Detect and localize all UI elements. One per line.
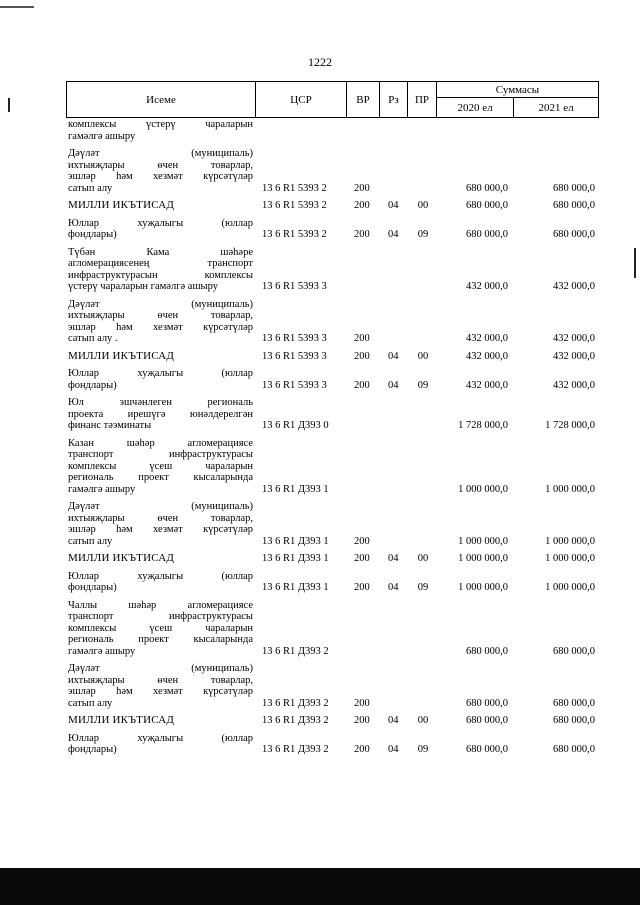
header-pr: ПР <box>414 93 430 106</box>
row-sum-2020: 680 000,0 <box>466 200 508 211</box>
table-row <box>66 247 599 299</box>
page-number: 1222 <box>308 55 332 69</box>
row-pr: 00 <box>417 715 429 726</box>
row-sum-2021: 432 000,0 <box>553 350 595 362</box>
row-sum-2020: 680 000,0 <box>466 182 508 194</box>
row-rz: 04 <box>388 582 399 593</box>
row-vr: 200 <box>354 535 370 547</box>
row-code: 13 6 R1 5393 2 <box>262 229 327 240</box>
row-name-line: сатып алу <box>68 697 113 709</box>
row-sum-2021: 680 000,0 <box>553 715 595 726</box>
table-row <box>66 200 599 218</box>
row-name-line: проекта ирешүгә юнәлдерелгән <box>68 408 253 420</box>
row-code: 13 6 R1 5393 3 <box>262 333 327 344</box>
table-header <box>66 81 599 118</box>
row-name <box>68 501 253 547</box>
row-name-line: сатып алу <box>68 535 113 547</box>
row-sum-2021: 1 000 000,0 <box>545 483 595 495</box>
row-name <box>68 438 253 496</box>
row-name-line: МИЛЛИ ИКЪТИСАД <box>68 199 175 211</box>
row-sum-2021: 432 000,0 <box>553 379 595 391</box>
row-sum-2020: 1 000 000,0 <box>458 483 508 495</box>
row-name-line: гамәлгә ашыру <box>68 130 136 142</box>
scan-edge-mark <box>634 248 636 278</box>
row-pr: 09 <box>417 229 429 240</box>
row-name-line: МИЛЛИ ИКЪТИСАД <box>68 349 175 362</box>
row-name <box>68 663 253 709</box>
row-name-line: ихтыяҗлары өчен товарлар, <box>68 512 253 524</box>
scan-edge-mark <box>8 98 10 112</box>
table-row <box>66 351 599 369</box>
row-name-line: гамәлгә ашыру <box>68 645 136 657</box>
row-name <box>68 218 253 241</box>
row-name <box>68 119 253 142</box>
row-code: 13 6 R1 Д393 1 <box>262 535 329 547</box>
row-name-line: Дәүләт (муниципаль) <box>68 148 253 159</box>
row-rz: 04 <box>388 229 399 240</box>
row-name <box>68 351 253 363</box>
row-sum-2020: 680 000,0 <box>466 645 508 657</box>
row-sum-2020: 680 000,0 <box>466 715 508 726</box>
row-pr: 09 <box>417 379 429 391</box>
row-name-line: транспорт инфраструктурасы <box>68 611 253 622</box>
row-sum-2021: 1 000 000,0 <box>545 553 595 564</box>
row-name-line: ихтыяҗлары өчен товарлар, <box>68 674 253 686</box>
row-name-line: фондлары) <box>68 582 117 593</box>
row-name-line: ихтыяҗлары өчен товарлар, <box>68 159 253 171</box>
row-sum-2020: 1 000 000,0 <box>458 553 508 564</box>
row-code: 13 6 R1 5393 3 <box>262 350 327 362</box>
row-name-line: Юллар хуҗалыгы (юллар <box>68 368 253 379</box>
table-row <box>66 715 599 733</box>
header-sums: Суммасы <box>495 83 540 96</box>
table-row <box>66 501 599 553</box>
row-rz: 04 <box>388 553 399 564</box>
row-name-line: региональ проект кысаларында <box>68 472 253 483</box>
row-vr: 200 <box>354 697 370 709</box>
table-body <box>66 119 599 762</box>
row-rz: 04 <box>388 379 399 391</box>
row-sum-2020: 432 000,0 <box>466 333 508 344</box>
row-sum-2020: 432 000,0 <box>466 379 508 391</box>
row-sum-2020: 432 000,0 <box>466 281 508 292</box>
scan-bottom-border <box>0 868 640 905</box>
row-name <box>68 600 253 658</box>
row-sum-2020: 432 000,0 <box>466 350 508 362</box>
row-name-line: Казан шәһәр агломерациясе <box>68 437 253 449</box>
row-pr: 00 <box>417 200 429 211</box>
row-sum-2021: 680 000,0 <box>553 645 595 657</box>
row-name-line: Юллар хуҗалыгы (юллар <box>68 570 253 582</box>
row-sum-2021: 680 000,0 <box>553 697 595 709</box>
row-pr: 00 <box>417 350 429 362</box>
row-name-line: агломерациясенең транспорт <box>68 258 253 269</box>
row-sum-2020: 1 728 000,0 <box>458 420 508 431</box>
table-row <box>66 571 599 600</box>
header-year-2021: 2021 ел <box>538 101 574 114</box>
row-rz: 04 <box>388 200 399 211</box>
table-row <box>66 600 599 664</box>
table-row <box>66 119 599 148</box>
row-name-line: Дәүләт (муниципаль) <box>68 663 253 674</box>
row-name-line: МИЛЛИ ИКЪТИСАД <box>68 552 175 564</box>
row-name-line: эшләр һәм хезмәт күрсәтүләр <box>68 321 253 333</box>
row-vr: 200 <box>354 715 370 726</box>
row-name <box>68 733 253 756</box>
table-row <box>66 218 599 247</box>
table-row <box>66 299 599 351</box>
row-vr: 200 <box>354 350 370 362</box>
row-sum-2021: 432 000,0 <box>553 333 595 344</box>
header-vr: ВР <box>356 93 370 106</box>
row-name-line: фондлары) <box>68 229 117 240</box>
row-rz: 04 <box>388 350 399 362</box>
row-pr: 09 <box>417 744 429 755</box>
row-code: 13 6 R1 Д393 2 <box>262 645 329 657</box>
row-code: 13 6 R1 5393 2 <box>262 182 327 194</box>
row-name-line: транспорт инфраструктурасы <box>68 449 253 460</box>
row-sum-2021: 680 000,0 <box>553 182 595 194</box>
row-vr: 200 <box>354 182 370 194</box>
row-code: 13 6 R1 Д393 0 <box>262 420 329 431</box>
table-row <box>66 368 599 397</box>
row-sum-2021: 680 000,0 <box>553 744 595 755</box>
table-row <box>66 553 599 571</box>
row-sum-2020: 1 000 000,0 <box>458 582 508 593</box>
header-code: ЦСР <box>290 93 312 106</box>
row-name-line: комплексы үсеш чараларын <box>68 622 253 634</box>
table-row <box>66 148 599 200</box>
row-name-line: сатып алу <box>68 182 113 194</box>
row-vr: 200 <box>354 379 370 391</box>
row-sum-2021: 1 000 000,0 <box>545 535 595 547</box>
row-name-line: ихтыяҗлары өчен товарлар, <box>68 310 253 321</box>
row-sum-2021: 432 000,0 <box>553 281 595 292</box>
row-name-line: эшләр һәм хезмәт күрсәтүләр <box>68 524 253 535</box>
row-code: 13 6 R1 5393 3 <box>262 379 327 391</box>
row-name <box>68 571 253 594</box>
row-name-line: фондлары) <box>68 744 117 755</box>
row-name <box>68 247 253 293</box>
row-sum-2021: 1 728 000,0 <box>545 420 595 431</box>
row-sum-2021: 680 000,0 <box>553 200 595 211</box>
row-name-line: МИЛЛИ ИКЪТИСАД <box>68 714 175 726</box>
row-name-line: гамәлгә ашыру <box>68 483 136 495</box>
row-name-line: Дәүләт (муниципаль) <box>68 501 253 512</box>
row-name-line: комплексы үсеш чараларын <box>68 460 253 472</box>
row-name <box>68 397 253 432</box>
row-code: 13 6 R1 Д393 2 <box>262 744 329 755</box>
row-vr: 200 <box>354 333 370 344</box>
row-sum-2020: 680 000,0 <box>466 744 508 755</box>
row-pr: 09 <box>417 582 429 593</box>
row-code: 13 6 R1 Д393 1 <box>262 483 329 495</box>
row-code: 13 6 R1 5393 2 <box>262 200 327 211</box>
row-sum-2021: 680 000,0 <box>553 229 595 240</box>
row-name-line: фондлары) <box>68 379 117 391</box>
row-sum-2020: 680 000,0 <box>466 697 508 709</box>
row-name-line: Юллар хуҗалыгы (юллар <box>68 732 253 744</box>
row-name-line: Чаллы шәһәр агломерациясе <box>68 599 253 611</box>
row-name <box>68 299 253 345</box>
header-year-2020: 2020 ел <box>457 101 493 114</box>
row-rz: 04 <box>388 744 399 755</box>
row-vr: 200 <box>354 582 370 593</box>
scan-edge-mark <box>0 6 34 8</box>
row-name <box>68 200 253 212</box>
row-sum-2021: 1 000 000,0 <box>545 582 595 593</box>
row-vr: 200 <box>354 229 370 240</box>
table-row <box>66 733 599 762</box>
header-name: Исеме <box>146 93 176 106</box>
row-name-line: сатып алу . <box>68 333 118 344</box>
row-name <box>68 553 253 565</box>
row-name-line: Юл эшчәнлеген региональ <box>68 397 253 408</box>
row-name-line: финанс тәэминаты <box>68 420 152 431</box>
row-name-line: Түбән Кама шәһәре <box>68 246 253 258</box>
table-row <box>66 663 599 715</box>
row-code: 13 6 R1 Д393 1 <box>262 582 329 593</box>
row-name-line: эшләр һәм хезмәт күрсәтүләр <box>68 686 253 697</box>
row-sum-2020: 1 000 000,0 <box>458 535 508 547</box>
row-pr: 00 <box>417 553 429 564</box>
header-rz: Рз <box>388 93 399 106</box>
row-code: 13 6 R1 Д393 2 <box>262 715 329 726</box>
row-name-line: Дәүләт (муниципаль) <box>68 298 253 310</box>
row-code: 13 6 R1 Д393 1 <box>262 553 329 564</box>
row-name-line: үстерү чараларын гамәлгә ашыру <box>68 281 218 292</box>
table-row <box>66 397 599 438</box>
row-name-line: инфраструктурасын комплексы <box>68 269 253 281</box>
row-code: 13 6 R1 5393 3 <box>262 281 327 292</box>
row-code: 13 6 R1 Д393 2 <box>262 697 329 709</box>
row-name <box>68 715 253 727</box>
table-row <box>66 438 599 502</box>
row-vr: 200 <box>354 744 370 755</box>
row-name-line: эшләр һәм хезмәт күрсәтүләр <box>68 171 253 182</box>
row-name-line: региональ проект кысаларында <box>68 634 253 645</box>
row-vr: 200 <box>354 553 370 564</box>
row-name <box>68 148 253 194</box>
row-name <box>68 368 253 391</box>
row-name-line: комплексы үстерү чараларын <box>68 119 253 130</box>
row-vr: 200 <box>354 200 370 211</box>
row-sum-2020: 680 000,0 <box>466 229 508 240</box>
row-name-line: Юллар хуҗалыгы (юллар <box>68 217 253 229</box>
row-rz: 04 <box>388 715 399 726</box>
